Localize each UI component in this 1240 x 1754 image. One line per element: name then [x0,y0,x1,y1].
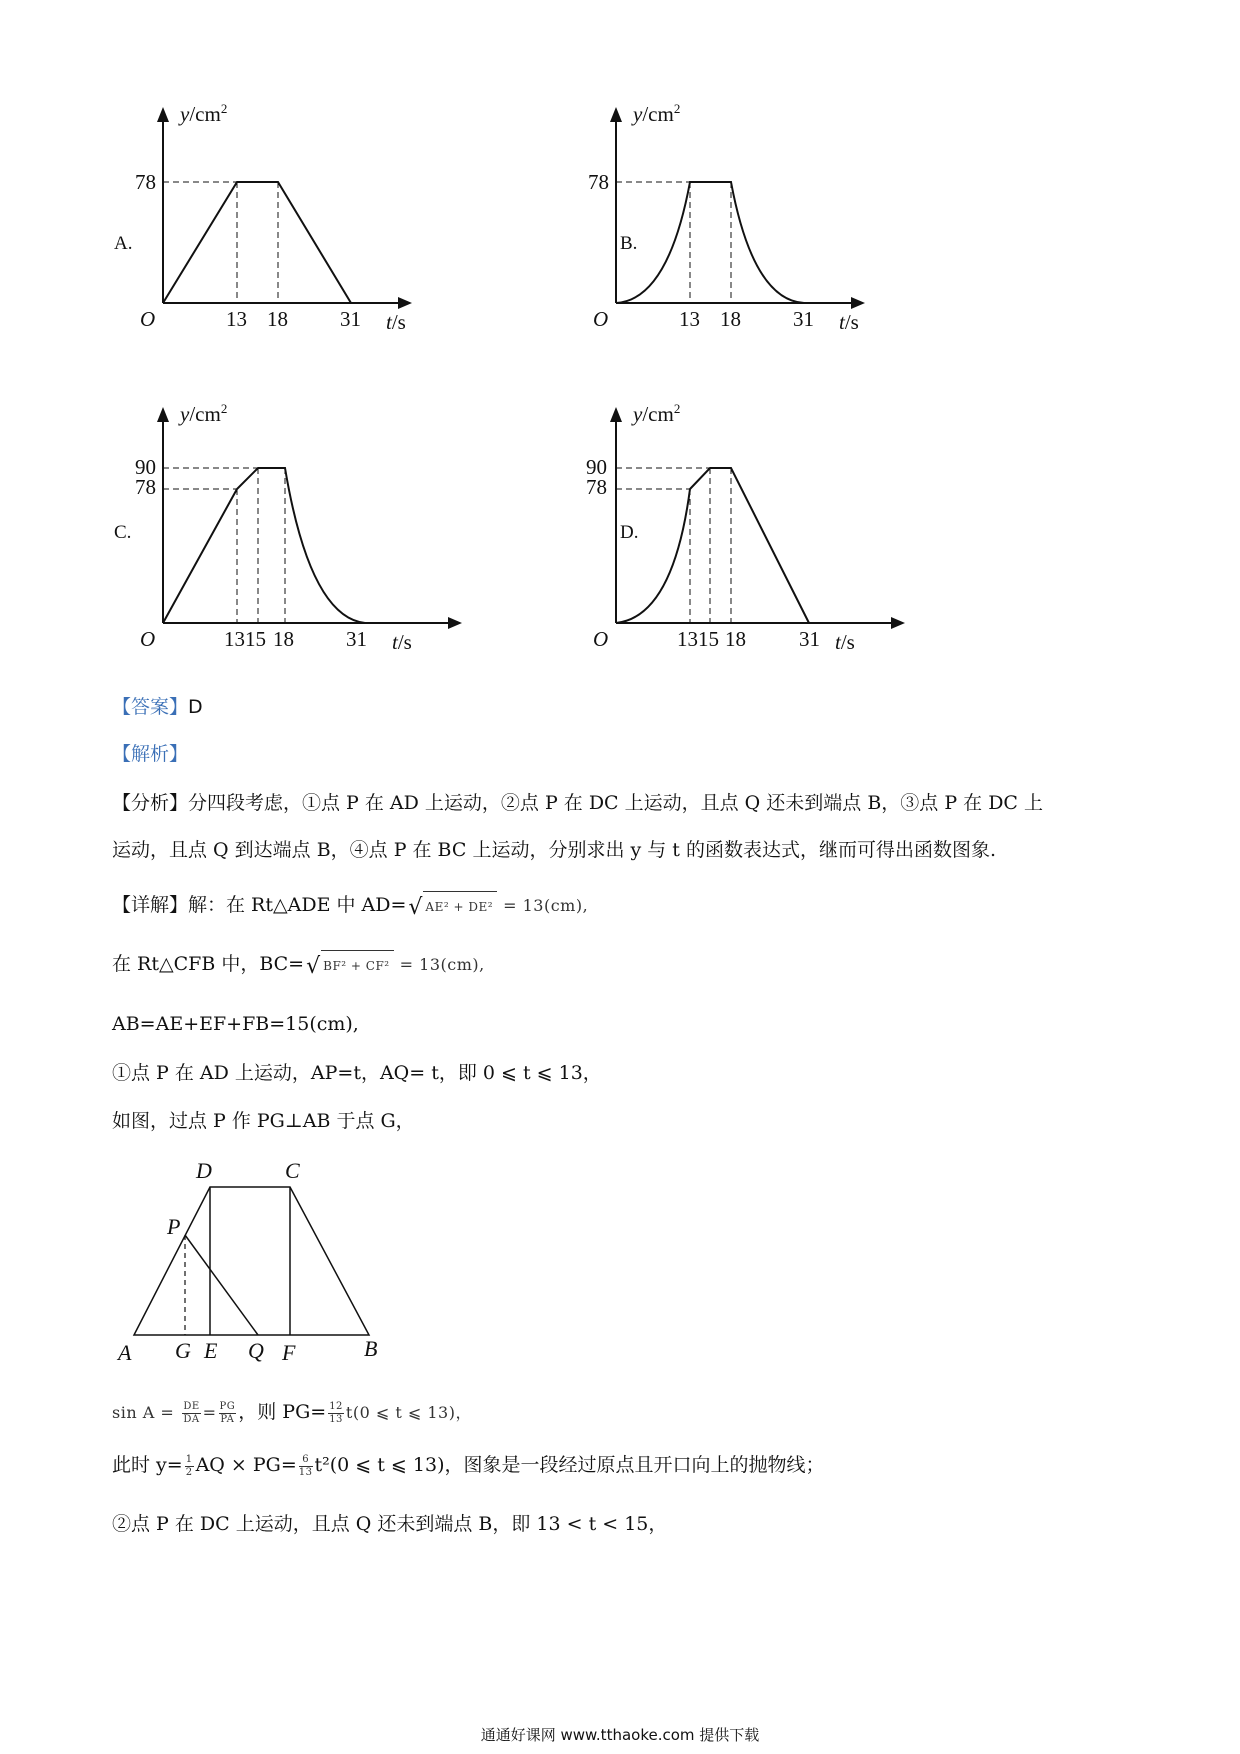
xiangjie-line-1 [112,891,588,921]
origin-label: O [593,627,609,651]
y-arrow [157,407,169,422]
x-tick-18: 18 [267,307,288,331]
x-tick-31: 31 [340,307,361,331]
x-tick-18: 18 [725,627,746,651]
x-tick-13: 13 [679,307,700,331]
fraction-6-13: $\frac{6}{13}$ [298,1453,313,1478]
segment-pq [185,1235,258,1335]
graph-a-svg [100,95,460,345]
x-tick-18: 18 [720,307,741,331]
answer-value: D [188,696,203,718]
then-pg: ，则 PG= [238,1401,327,1423]
xiangjie-tag: 【详解】 [112,894,189,916]
y-eq-mid: AQ × PG= [195,1454,297,1476]
option-a-letter: A. [114,233,133,254]
sqrt-body-2: BF² + CF² [321,950,393,979]
label-a: A [118,1340,132,1365]
jiexi-line [112,741,188,767]
trapezoid-svg [112,1140,412,1370]
fraction-12-13: $\frac{12}{13}$ [329,1400,343,1425]
label-g: G [175,1338,191,1363]
pg-range: t(0 ⩽ t ⩽ 13)， [345,1403,472,1422]
y-tick-90: 90 [135,455,156,479]
origin-label: O [593,307,609,331]
label-c: C [285,1158,300,1183]
curve [616,182,804,303]
fraction-pg-pa: $\frac{PG}{PA}$ [219,1400,236,1425]
x-tick-13-15: 1315 [224,627,266,651]
y-label: $y/cm^2$ [180,101,228,126]
xiangjie-line-4 [112,1060,602,1086]
x-tick-31: 31 [799,627,820,651]
answer-line [112,694,203,720]
y-tick-78: 78 [135,170,156,194]
x-tick-13: 13 [226,307,247,331]
curve [616,468,809,623]
graph-c-svg [100,395,460,665]
label-f: F [282,1340,296,1365]
origin-label: O [140,307,156,331]
fenxi-text-2: 运动，且点 Q 到达端点 B，④点 P 在 BC 上运动，分别求出 y 与 t 的函数表达式，继而可得出函数图象. [112,839,997,861]
y-tick-90: 90 [586,455,607,479]
x-tick-31: 31 [793,307,814,331]
x-label: t/s [392,630,412,654]
label-b: B [364,1336,378,1361]
sin-a-label: sin A = [112,1403,175,1422]
option-b-letter: B. [620,233,638,254]
footer-text: 通通好课网 www.tthaoke.com 提供下载 [480,1726,760,1744]
y-arrow [610,107,622,122]
label-q: Q [248,1338,264,1363]
option-d-letter: D. [620,522,639,543]
label-d: D [196,1158,212,1183]
xiangjie-l1-text: 解：在 Rt△ADE 中 AD= [188,894,407,916]
option-b-graph [553,95,913,349]
trapezoid-outline [134,1187,369,1335]
xiangjie-line-3 [112,1011,359,1037]
option-d-graph [553,395,913,669]
x-arrow [448,617,462,629]
y-tick-78: 78 [588,170,609,194]
label-e: E [204,1338,218,1363]
jiexi-tag: 【解析】 [112,743,189,765]
label-p: P [167,1214,181,1239]
fenxi-line-1 [112,790,1043,816]
fraction-1-2: $\frac{1}{2}$ [185,1453,193,1478]
xiangjie-line-2 [112,950,485,980]
fenxi-line-2 [112,837,996,863]
xiangjie-line-7 [112,1452,824,1479]
graph-d-svg [553,395,913,665]
xiangjie-l5: 如图，过点 P 作 PG⊥AB 于点 G， [112,1110,415,1132]
option-c-graph [100,395,460,669]
xiangjie-line-6: sin A = $\frac{DE}{DA}$ = $\frac{PG}{PA}$ ，则 PG= $\frac{12}{13}$ t(0 ⩽ t ⩽ 13)， [112,1400,472,1425]
xiangjie-line-5 [112,1108,415,1134]
trapezoid-diagram [112,1140,412,1374]
x-tick-13-15: 1315 [677,627,719,651]
y-label: $y/cm^2$ [633,401,681,426]
y-arrow [610,407,622,422]
x-label: t/s [835,630,855,654]
x-tick-18: 18 [273,627,294,651]
fenxi-text-1: 分四段考虑，①点 P 在 AD 上运动，②点 P 在 DC 上运动，且点 Q 还未到端点 B，③点 P 在 DC 上 [188,792,1043,814]
option-c-letter: C. [114,522,132,543]
fenxi-tag: 【分析】 [112,792,189,814]
xiangjie-l8: ②点 P 在 DC 上运动，且点 Q 还未到端点 B，即 13 < t < 15， [112,1513,668,1535]
y-eq-end: t²(0 ⩽ t ⩽ 13)，图象是一段经过原点且开口向上的抛物线； [314,1454,825,1476]
xiangjie-l3: AB=AE+EF+FB=15(cm), [112,1013,359,1035]
xiangjie-l4: ①点 P 在 AD 上运动，AP=t，AQ= t，即 0 ⩽ t ⩽ 13， [112,1062,602,1084]
sqrt-symbol: √ [306,954,321,979]
y-eq-pre: 此时 y= [112,1454,183,1476]
xiangjie-l2-end: = 13(cm), [399,955,485,974]
sqrt-body-1: AE² + DE² [423,891,497,920]
xiangjie-l2-text: 在 Rt△CFB 中，BC= [112,953,305,975]
y-tick-78: 78 [586,475,607,499]
y-arrow [157,107,169,122]
graph-b-svg [553,95,913,345]
xiangjie-l1-end: = 13(cm), [503,896,589,915]
answer-tag: 【答案】 [112,696,189,718]
x-arrow [398,297,412,309]
sqrt-symbol: √ [408,895,423,920]
x-arrow [851,297,865,309]
fraction-de-da: $\frac{DE}{DA}$ [183,1400,200,1425]
option-a-graph [100,95,460,349]
curve [163,182,351,303]
xiangjie-line-8 [112,1511,667,1537]
y-label: $y/cm^2$ [180,401,228,426]
curve [163,468,365,623]
y-tick-78: 78 [135,475,156,499]
x-tick-31: 31 [346,627,367,651]
x-label: t/s [386,310,406,334]
x-label: t/s [839,310,859,334]
x-arrow [891,617,905,629]
y-label: $y/cm^2$ [633,101,681,126]
origin-label: O [140,627,156,651]
